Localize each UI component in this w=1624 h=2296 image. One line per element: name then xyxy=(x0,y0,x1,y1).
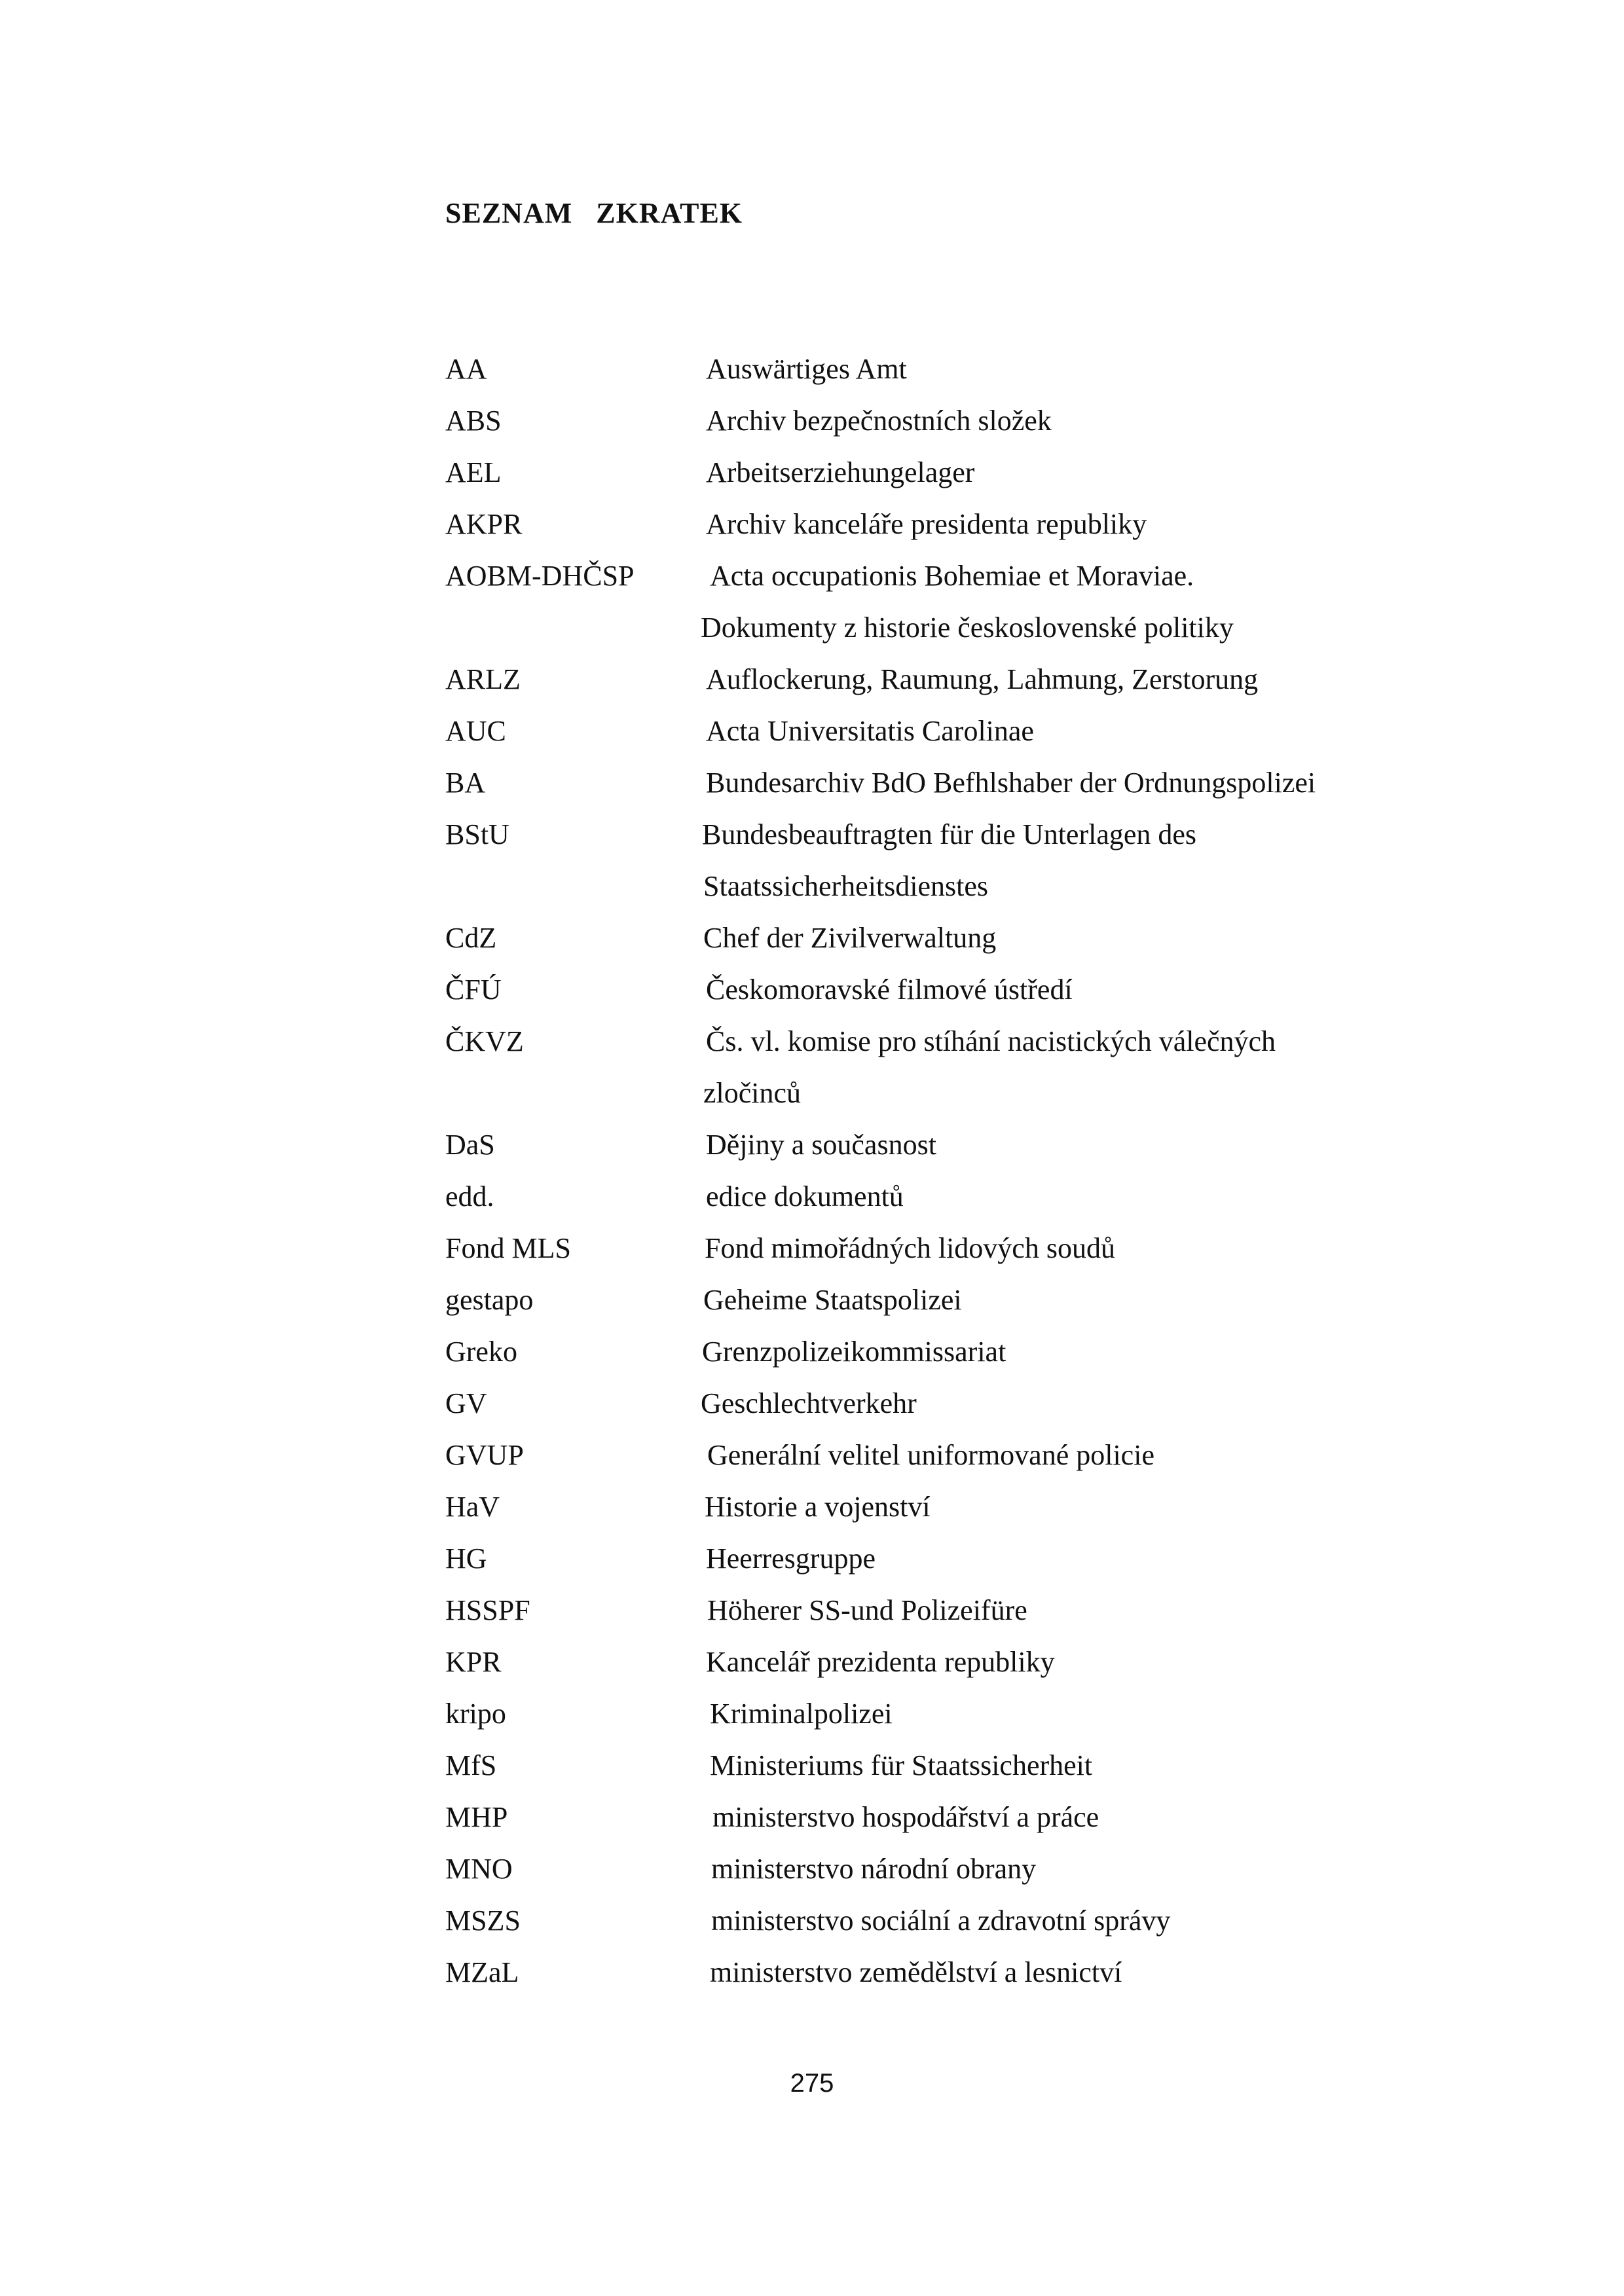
abbreviation-meaning: Höherer SS-und Polizeifüre xyxy=(707,1594,1027,1626)
abbreviation-meaning: Generální velitel uniformované policie xyxy=(707,1439,1154,1471)
abbreviation-meaning: Kriminalpolizei xyxy=(710,1698,893,1730)
abbreviation-meaning: Geschlechtverkehr xyxy=(701,1387,917,1419)
abbreviation-meaning: Grenzpolizeikommissariat xyxy=(702,1336,1006,1368)
abbreviation-meaning: Dějiny a současnost xyxy=(706,1129,936,1161)
page-title: SEZNAM ZKRATEK xyxy=(445,197,743,229)
abbreviation-entry xyxy=(445,1481,1559,1533)
abbreviation-term: ČFÚ xyxy=(445,974,502,1006)
abbreviation-term: ARLZ xyxy=(445,663,521,695)
abbreviation-entry xyxy=(445,1015,1559,1067)
abbreviation-meaning: ministerstvo národní obrany xyxy=(711,1853,1037,1885)
abbreviation-meaning: Archiv bezpečnostních složek xyxy=(706,405,1052,437)
abbreviation-meaning: Bundesbeauftragten für die Unterlagen des xyxy=(702,818,1197,850)
abbreviation-meaning: Acta Universitatis Carolinae xyxy=(706,715,1034,747)
abbreviation-term: KPR xyxy=(445,1646,502,1678)
abbreviation-meaning: edice dokumentů xyxy=(706,1180,904,1212)
abbreviation-entry xyxy=(445,1688,1559,1740)
abbreviation-entry xyxy=(445,653,1559,705)
abbreviation-meaning: Bundesarchiv BdO Befhlshaber der Ordnungspolizei xyxy=(706,767,1316,799)
abbreviation-list xyxy=(445,343,1559,1998)
abbreviation-term: ČKVZ xyxy=(445,1025,524,1057)
abbreviation-entry xyxy=(445,1895,1559,1946)
abbreviation-meaning: Archiv kanceláře presidenta republiky xyxy=(706,508,1147,540)
abbreviation-meaning: zločinců xyxy=(703,1077,802,1109)
abbreviation-entry xyxy=(445,1119,1559,1171)
abbreviation-meaning: Kancelář prezidenta republiky xyxy=(706,1646,1055,1678)
abbreviation-meaning: Geheime Staatspolizei xyxy=(703,1284,962,1316)
abbreviation-entry xyxy=(445,1326,1559,1377)
abbreviation-meaning: Chef der Zivilverwaltung xyxy=(703,922,997,954)
abbreviation-meaning: ministerstvo sociální a zdravotní správy xyxy=(711,1904,1171,1937)
abbreviation-term: AEL xyxy=(445,456,502,488)
abbreviation-term: MHP xyxy=(445,1801,508,1833)
abbreviation-entry xyxy=(445,1274,1559,1326)
abbreviation-entry xyxy=(445,912,1559,964)
abbreviation-meaning: Historie a vojenství xyxy=(705,1491,931,1523)
abbreviation-term: GV xyxy=(445,1387,487,1419)
abbreviation-term: ABS xyxy=(445,405,502,437)
abbreviation-meaning: Heerresgruppe xyxy=(706,1542,876,1575)
abbreviation-term: BA xyxy=(445,767,486,799)
abbreviation-term: gestapo xyxy=(445,1284,534,1316)
abbreviation-term: HG xyxy=(445,1542,487,1575)
abbreviation-entry xyxy=(445,1791,1559,1843)
abbreviation-meaning: Arbeitserziehungelager xyxy=(706,456,975,488)
abbreviation-entry xyxy=(445,757,1559,809)
abbreviation-meaning: ministerstvo zemědělství a lesnictví xyxy=(710,1956,1122,1988)
abbreviation-term: DaS xyxy=(445,1129,495,1161)
abbreviation-entry xyxy=(445,1740,1559,1791)
abbreviation-entry xyxy=(445,343,1559,395)
abbreviation-entry xyxy=(445,964,1559,1015)
abbreviation-term: MZaL xyxy=(445,1956,519,1988)
abbreviation-term: MNO xyxy=(445,1853,513,1885)
abbreviation-entry xyxy=(445,1067,1559,1119)
abbreviation-meaning: Českomoravské filmové ústředí xyxy=(706,974,1073,1006)
abbreviation-term: AUC xyxy=(445,715,506,747)
abbreviation-entry xyxy=(445,1636,1559,1688)
abbreviation-entry xyxy=(445,602,1559,653)
abbreviation-entry xyxy=(445,860,1559,912)
abbreviation-entry xyxy=(445,1843,1559,1895)
abbreviation-entry xyxy=(445,395,1559,446)
abbreviation-meaning: Fond mimořádných lidových soudů xyxy=(705,1232,1115,1264)
abbreviation-term: HaV xyxy=(445,1491,500,1523)
abbreviation-meaning: Auflockerung, Raumung, Lahmung, Zerstorung xyxy=(706,663,1259,695)
abbreviation-term: CdZ xyxy=(445,922,497,954)
abbreviation-entry xyxy=(445,1584,1559,1636)
abbreviation-meaning: Dokumenty z historie československé politiky xyxy=(701,611,1234,644)
abbreviation-meaning: Čs. vl. komise pro stíhání nacistických válečných xyxy=(706,1025,1276,1057)
abbreviation-term: Fond MLS xyxy=(445,1232,571,1264)
abbreviation-term: AOBM-DHČSP xyxy=(445,560,635,592)
abbreviation-meaning: Staatssicherheitsdienstes xyxy=(703,870,989,902)
abbreviation-entry xyxy=(445,1377,1559,1429)
abbreviation-entry xyxy=(445,1533,1559,1584)
page-number: 275 xyxy=(790,2069,834,2098)
abbreviation-term: HSSPF xyxy=(445,1594,530,1626)
abbreviation-term: AKPR xyxy=(445,508,523,540)
abbreviation-term: MSZS xyxy=(445,1904,521,1937)
abbreviation-entry xyxy=(445,1946,1559,1998)
abbreviation-entry xyxy=(445,809,1559,860)
abbreviation-entry xyxy=(445,1222,1559,1274)
abbreviation-term: edd. xyxy=(445,1180,494,1212)
abbreviation-entry xyxy=(445,446,1559,498)
abbreviation-meaning: Auswärtiges Amt xyxy=(706,353,907,385)
abbreviation-entry xyxy=(445,498,1559,550)
abbreviation-term: MfS xyxy=(445,1749,497,1781)
abbreviation-entry xyxy=(445,1429,1559,1481)
abbreviation-entry xyxy=(445,550,1559,602)
abbreviation-meaning: ministerstvo hospodářství a práce xyxy=(712,1801,1099,1833)
abbreviation-term: Greko xyxy=(445,1336,517,1368)
abbreviation-term: GVUP xyxy=(445,1439,524,1471)
abbreviation-entry xyxy=(445,1171,1559,1222)
abbreviation-term: AA xyxy=(445,353,487,385)
abbreviation-entry xyxy=(445,705,1559,757)
abbreviation-term: kripo xyxy=(445,1698,506,1730)
abbreviation-term: BStU xyxy=(445,818,509,850)
abbreviation-meaning: Ministeriums für Staatssicherheit xyxy=(710,1749,1093,1781)
abbreviation-meaning: Acta occupationis Bohemiae et Moraviae. xyxy=(710,560,1194,592)
